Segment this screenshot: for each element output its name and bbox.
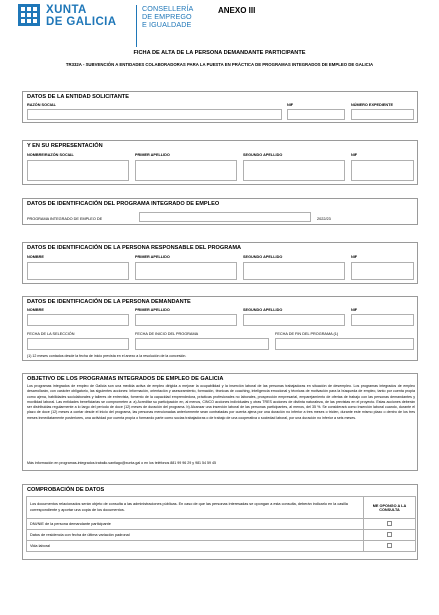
objetivo-text: Los programas integrados de empleo de Galicia son una medida activa de empleo dirigida a mejorar la ocupabilidad y la inserción laboral de las personas trabajadoras en situación de desempleo. Los programas integrados de empleo desarrollarán, con carácter obligatorio, las siguientes acciones: información, orientación y asesoramiento, formación, técnicas de coaching, inteligencia emocional y técnicas de motivación para la búsqueda de empleo, tanto por cuenta propia como ajena, habilidades sociolaborales y talleres de entrevista, fomento de la capacidad emprendedora, prácticas profesionales no laborales, prospección empresarial, emparejamiento de ofertas de trabajo con las personas demandantes y movilidad laboral. Las entidades beneficiarias se comprometen a: a) Acreditar su participación en, al menos, CINCO acciones individuales y otras TRES acciones de distinta naturaleza, de las previstas en el proyecto. Estas acciones deberán ser distribuidas regularmente a lo largo del período de doce (12) meses de duración del programa. b) Alcanzar una inserción laboral de las personas participantes, al menos, del 35 %. Se considerará como inserción laboral cuando, durante el plazo de doce (12) meses a contar desde el inicio del programa, las personas mencionadas anteriormente sean contratadas por cuenta ajena por una duración no inferior a tres meses o triclen, durante este mismo plazo o dentro de los tres meses inmediatamente posteriores, una actividad por cuenta propia o formando parte como socias trabajadoras o de trabajo de una cooperativa o sociedad laboral, por una duración no inferior a seis meses. <box>27 384 415 420</box>
programa-label: PROGRAMA INTEGRADO DE EMPLEO DE <box>27 217 103 221</box>
rep-nif-field[interactable] <box>351 160 414 181</box>
resp-apellido1-field[interactable] <box>135 262 237 280</box>
table-row <box>27 530 416 541</box>
representacion-title: Y EN SU REPRESENTACIÓN <box>27 143 103 149</box>
rep-apellido1-field[interactable] <box>135 160 237 181</box>
entidad-nif-label: NIF <box>287 103 294 107</box>
resp-nombre-field[interactable] <box>27 262 129 280</box>
resp-nombre-label: NOMBRE <box>27 255 44 259</box>
dem-nif-field[interactable] <box>351 314 414 326</box>
razon-social-label: RAZÓN SOCIAL <box>27 103 56 107</box>
programa-field[interactable] <box>139 212 311 222</box>
fecha-fin-label: FECHA DE FIN DEL PROGRAMA (1) <box>275 332 339 336</box>
responsable-title: DATOS DE IDENTIFICACIÓN DE LA PERSONA RESPONSABLE DEL PROGRAMA <box>27 245 242 251</box>
rep-apellido2-field[interactable] <box>243 160 345 181</box>
fecha-seleccion-label: FECHA DE LA SELECCIÓN <box>27 332 75 336</box>
comprobacion-row-label: Datos de residencia con fecha de última variación padronal <box>27 530 364 541</box>
rep-nombre-field[interactable] <box>27 160 129 181</box>
anexo-label: ANEXO III <box>218 6 256 15</box>
razon-social-field[interactable] <box>27 109 282 120</box>
demandante-title: DATOS DE IDENTIFICACIÓN DE LA PERSONA DEMANDANTE <box>27 299 191 305</box>
dem-apellido2-field[interactable] <box>243 314 345 326</box>
programa-title: DATOS DE IDENTIFICACIÓN DEL PROGRAMA INTEGRADO DE EMPLEO <box>27 201 220 207</box>
rep-apellido1-label: PRIMER APELLIDO <box>135 153 170 157</box>
objetivo-more-info: Más información en programas-integrados.traballo.santiago@xunta.gal o en los teléfonos 881 99 96 29 y 981 54 59 45 <box>27 461 217 465</box>
page-header <box>18 4 428 48</box>
demandante-section <box>22 296 418 361</box>
comprobacion-title: COMPROBACIÓN DE DATOS <box>27 487 105 493</box>
fecha-fin-field[interactable] <box>275 338 414 350</box>
responsable-section <box>22 242 418 284</box>
entidad-section <box>22 91 418 123</box>
comprobacion-header-row <box>27 497 416 519</box>
department-name: CONSELLERÍA DE EMPREGO E IGUALDADE <box>142 4 194 29</box>
dem-apellido1-field[interactable] <box>135 314 237 326</box>
oppose-checkbox-dni[interactable] <box>387 521 392 526</box>
xunta-logo-text: XUNTA DE GALICIA <box>46 4 117 28</box>
entidad-title: DATOS DE LA ENTIDAD SOLICITANTE <box>27 94 130 100</box>
entidad-nif-field[interactable] <box>287 109 345 120</box>
document-subtitle: TR332A - SUBVENCIÓN A ENTIDADES COLABORADORAS PARA LA PUESTA EN PRÁCTICA DE PROGRAMAS INTEGRADOS DE EMPLEO DE GALICIA <box>65 62 374 67</box>
representacion-section <box>22 140 418 185</box>
fecha-inicio-label: FECHA DE INICIO DEL PROGRAMA <box>135 332 199 336</box>
dem-nombre-field[interactable] <box>27 314 129 326</box>
resp-nif-field[interactable] <box>351 262 414 280</box>
fecha-inicio-field[interactable] <box>135 338 269 350</box>
table-row <box>27 519 416 530</box>
oppose-checkbox-vida-laboral[interactable] <box>387 543 392 548</box>
comprobacion-row-label: Vida laboral <box>27 541 364 552</box>
fecha-seleccion-field[interactable] <box>27 338 129 350</box>
rep-nombre-label: NOMBRE/RAZÓN SOCIAL <box>27 153 74 157</box>
fecha-fin-note: (1) 12 meses contados desde la fecha de inicio prevista en el anexo a la resolución de la concesión. <box>27 354 187 358</box>
resp-apellido2-field[interactable] <box>243 262 345 280</box>
programa-section <box>22 198 418 225</box>
expediente-field[interactable] <box>351 109 414 120</box>
expediente-label: NÚMERO EXPEDIENTE <box>351 103 393 107</box>
comprobacion-section <box>22 484 418 560</box>
dem-nombre-label: NOMBRE <box>27 308 44 312</box>
rep-apellido2-label: SEGUNDO APELLIDO <box>243 153 283 157</box>
table-row <box>27 541 416 552</box>
oppose-header: ME OPONGO A LA CONSULTA <box>364 497 416 519</box>
dem-apellido2-label: SEGUNDO APELLIDO <box>243 308 283 312</box>
resp-apellido2-label: SEGUNDO APELLIDO <box>243 255 283 259</box>
comprobacion-row-label: DNI/NIE de la persona demandante participante <box>27 519 364 530</box>
programa-year: 2022/23 <box>317 217 331 221</box>
resp-nif-label: NIF <box>351 255 358 259</box>
comprobacion-table <box>26 496 416 552</box>
oppose-checkbox-residencia[interactable] <box>387 532 392 537</box>
rep-nif-label: NIF <box>351 153 358 157</box>
dem-nif-label: NIF <box>351 308 358 312</box>
objetivo-section <box>22 373 418 471</box>
xunta-logo-icon <box>18 4 40 26</box>
resp-apellido1-label: PRIMER APELLIDO <box>135 255 170 259</box>
dem-apellido1-label: PRIMER APELLIDO <box>135 308 170 312</box>
comprobacion-intro: Los documentos relacionados serán objeto de consulta a las administraciones públicas. En caso de que las personas interesadas se opongan a esta consulta, deberán indicarlo en la casilla correspondiente y aportar una copia de los documentos. <box>27 497 364 519</box>
logo-divider <box>136 5 137 47</box>
document-title: FICHA DE ALTA DE LA PERSONA DEMANDANTE PARTICIPANTE <box>133 50 306 56</box>
objetivo-title: OBJETIVO DE LOS PROGRAMAS INTEGRADOS DE EMPLEO DE GALICIA <box>27 376 224 382</box>
